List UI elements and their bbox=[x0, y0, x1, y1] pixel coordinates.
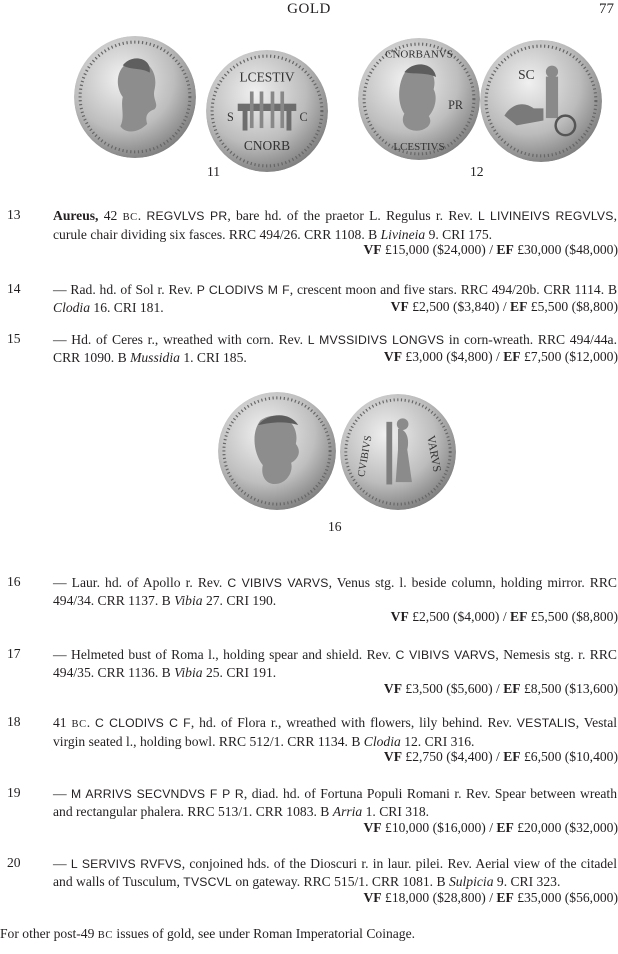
entry-description: — L SERVIVS RVFVS, conjoined hds. of the Dioscuri r. in laur. pilei. Rev. Aerial view of the citadel and walls of Tusculum, TVSCVL on gateway. RRC 515/1. CRR 1081. B Sulpicia 9. CRI 323. bbox=[53, 856, 617, 889]
entry-description: — Rad. hd. of Sol r. Rev. P CLODIVS M F, crescent moon and five stars. RRC 494/20b. CRR 1114. B Clodia 16. CRI 181. bbox=[53, 282, 618, 315]
obverse-legend: REGVLVS PR bbox=[146, 209, 228, 223]
running-header bbox=[0, 0, 618, 20]
price-line: VF £10,000 ($16,000) / EF £20,000 ($32,000) bbox=[363, 820, 618, 835]
price-line: VF £15,000 ($24,000) / EF £30,000 ($48,000) bbox=[363, 242, 618, 257]
entry-number: 16 bbox=[7, 574, 21, 589]
coin-legend: VARVS bbox=[424, 434, 444, 473]
reverse-legend: L LIVINEIVS REGVLVS bbox=[478, 209, 614, 223]
entry-description: — Helmeted bust of Roma l., holding spear and shield. Rev. C VIBIVS VARVS, Nemesis stg. r. RRC 494/35. CRR 1136. B Vibia 25. CRI 191. bbox=[53, 647, 617, 680]
catalog-entry-13 bbox=[0, 207, 618, 259]
figure-number: 12 bbox=[470, 164, 484, 179]
coin-legend: PR bbox=[448, 97, 464, 112]
price-line: VF £3,000 ($4,800) / EF £7,500 ($12,000) bbox=[383, 349, 618, 364]
coin-16-reverse-image bbox=[340, 394, 456, 510]
catalog-entry-18 bbox=[0, 714, 618, 766]
catalog-entry-14 bbox=[0, 281, 618, 317]
coin-11-obverse-image bbox=[74, 36, 196, 158]
entry-description: — Laur. hd. of Apollo r. Rev. C VIBIVS VARVS, Venus stg. l. beside column, holding mirror. RRC 494/34. CRR 1137. B Vibia 27. CRI 190. bbox=[53, 575, 617, 608]
price-line: VF £3,500 ($5,600) / EF £8,500 ($13,600) bbox=[383, 681, 618, 696]
coin-legend: S bbox=[227, 109, 234, 124]
entry-number: 19 bbox=[7, 785, 21, 800]
coin-legend: LCESTIV bbox=[239, 69, 295, 85]
footnote: For other post-49 BC issues of gold, see under Roman Imperatorial Coinage. bbox=[0, 926, 416, 941]
figure-number: 11 bbox=[207, 164, 221, 179]
coin-16-obverse-image bbox=[218, 392, 336, 510]
entry-number: 20 bbox=[7, 855, 21, 870]
entry-number: 13 bbox=[7, 207, 21, 222]
catalog-entry-17 bbox=[0, 646, 618, 698]
entry-number: 14 bbox=[7, 281, 21, 296]
entry-number: 18 bbox=[7, 714, 21, 729]
entry-description: — Hd. of Ceres r., wreathed with corn. Rev. L MVSSIDIVS LONGVS in corn-wreath. RRC 494/44a. CRR 1090. B Mussidia 1. CRI 185. bbox=[53, 332, 617, 365]
coin-legend: CNORBANVS bbox=[385, 48, 453, 61]
coin-12-reverse-image bbox=[480, 40, 602, 162]
entry-description: — M ARRIVS SECVNDVS F P R, diad. hd. of Fortuna Populi Romani r. Rev. Spear between wreath and rectangular phalera. RRC 513/1. CRR 1083. B Arria 1. CRI 318. bbox=[53, 786, 617, 819]
entry-description: 41 BC. C CLODIVS C F, hd. of Flora r., wreathed with flowers, lily behind. Rev. VESTALIS, Vestal virgin seated l., holding bowl. RRC 512/1. CRR 1134. B Clodia 12. CRI 316. bbox=[53, 715, 618, 749]
catalog-entry-15 bbox=[0, 331, 618, 367]
coin-legend: LCESTIVS bbox=[393, 141, 445, 154]
price-line: VF £18,000 ($28,800) / EF £35,000 ($56,000) bbox=[363, 890, 618, 905]
entry-number: 15 bbox=[7, 331, 21, 346]
catalog-entry-19 bbox=[0, 785, 618, 837]
denomination: Aureus, bbox=[53, 208, 99, 223]
entry-number: 17 bbox=[7, 646, 21, 661]
price-line: VF £2,500 ($4,000) / EF £5,500 ($8,800) bbox=[390, 609, 618, 624]
price-line: VF £2,750 ($4,400) / EF £6,500 ($10,400) bbox=[383, 749, 618, 764]
catalog-entry-16 bbox=[0, 574, 618, 626]
coin-legend: CVIBIVS bbox=[356, 434, 375, 478]
coin-12-obverse-image bbox=[358, 38, 480, 160]
coin-11-reverse-image bbox=[206, 50, 328, 172]
coin-legend: CNORB bbox=[243, 138, 291, 154]
price-line: VF £2,500 ($3,840) / EF £5,500 ($8,800) bbox=[390, 299, 618, 314]
figure-number: 16 bbox=[328, 519, 342, 534]
page-title: GOLD bbox=[287, 1, 331, 17]
entry-description: Aureus, 42 BC. REGVLVS PR, bare hd. of the praetor L. Regulus r. Rev. L LIVINEIVS REGVLVS, curule chair dividing six fasces. RRC 494/26. CRR 1108. B Livineia 9. CRI 175. bbox=[53, 208, 617, 242]
page-number: 77 bbox=[599, 1, 614, 17]
coin-legend: SC bbox=[518, 67, 535, 83]
coin-legend: C bbox=[299, 109, 308, 124]
catalog-entry-20 bbox=[0, 855, 618, 907]
